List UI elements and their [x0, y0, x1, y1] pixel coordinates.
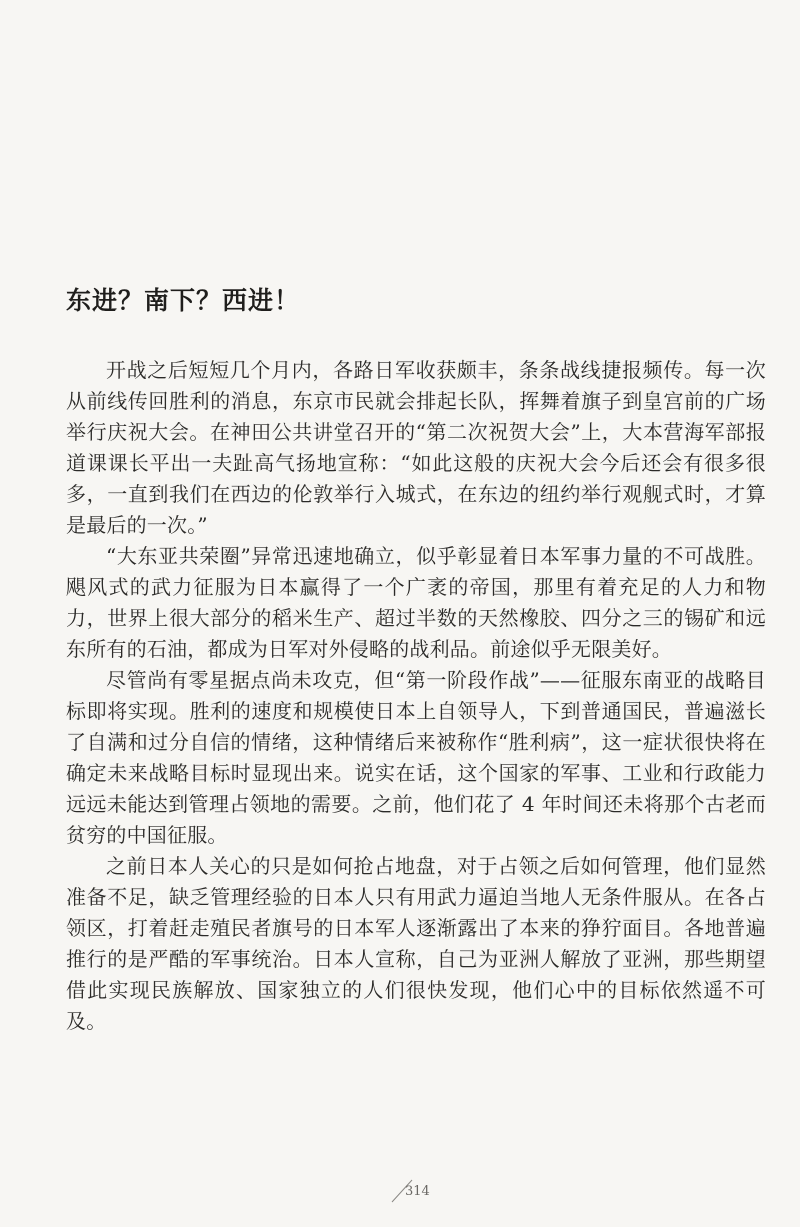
page-number: [388, 1178, 448, 1204]
paragraph: “大东亚共荣圈”异常迅速地确立，似乎彰显着日本军事力量的不可战胜。飓风式的武力征服为日本赢得了一个广袤的帝国，那里有着充足的人力和物力，世界上很大部分的稻米生产、超过半数的天然橡胶、四分之三的锡矿和远东所有的石油，都成为日军对外侵略的战利品。前途似乎无限美好。: [66, 544, 766, 661]
paragraph: 之前日本人关心的只是如何抢占地盘，对于占领之后如何管理，他们显然准备不足，缺乏管理经验的日本人只有用武力逼迫当地人无条件服从。在各占领区，打着赶走殖民者旗号的日本军人逐渐露出了本来的狰狞面目。各地普遍推行的是严酷的军事统治。日本人宣称，自己为亚洲人解放了亚洲，那些期望借此实现民族解放、国家独立的人们很快发现，他们心中的目标依然遥不可及。: [66, 854, 766, 1033]
section-title: 东进？南下？西进！: [66, 286, 301, 315]
paragraph: 开战之后短短几个月内，各路日军收获颇丰，条条战线捷报频传。每一次从前线传回胜利的消息，东京市民就会排起长队，挥舞着旗子到皇宫前的广场举行庆祝大会。在神田公共讲堂召开的“第二次祝贺大会”上，大本营海军部报道课课长平出一夫趾高气扬地宣称：“如此这般的庆祝大会今后还会有很多很多，一直到我们在西边的伦敦举行入城式，在东边的纽约举行观舰式时，才算是最后的一次。”: [66, 358, 766, 537]
paragraph: 尽管尚有零星据点尚未攻克，但“第一阶段作战”——征服东南亚的战略目标即将实现。胜利的速度和规模使日本上自领导人，下到普通国民，普遍滋长了自满和过分自信的情绪，这种情绪后来被称作“胜利病”，这一症状很快将在确定未来战略目标时显现出来。说实在话，这个国家的军事、工业和行政能力远远未能达到管理占领地的需要。之前，他们花了 4 年时间还未将那个古老而贫穷的中国征服。: [66, 668, 766, 847]
body-text: [66, 355, 766, 1037]
page-number-text: 314: [405, 1184, 430, 1199]
